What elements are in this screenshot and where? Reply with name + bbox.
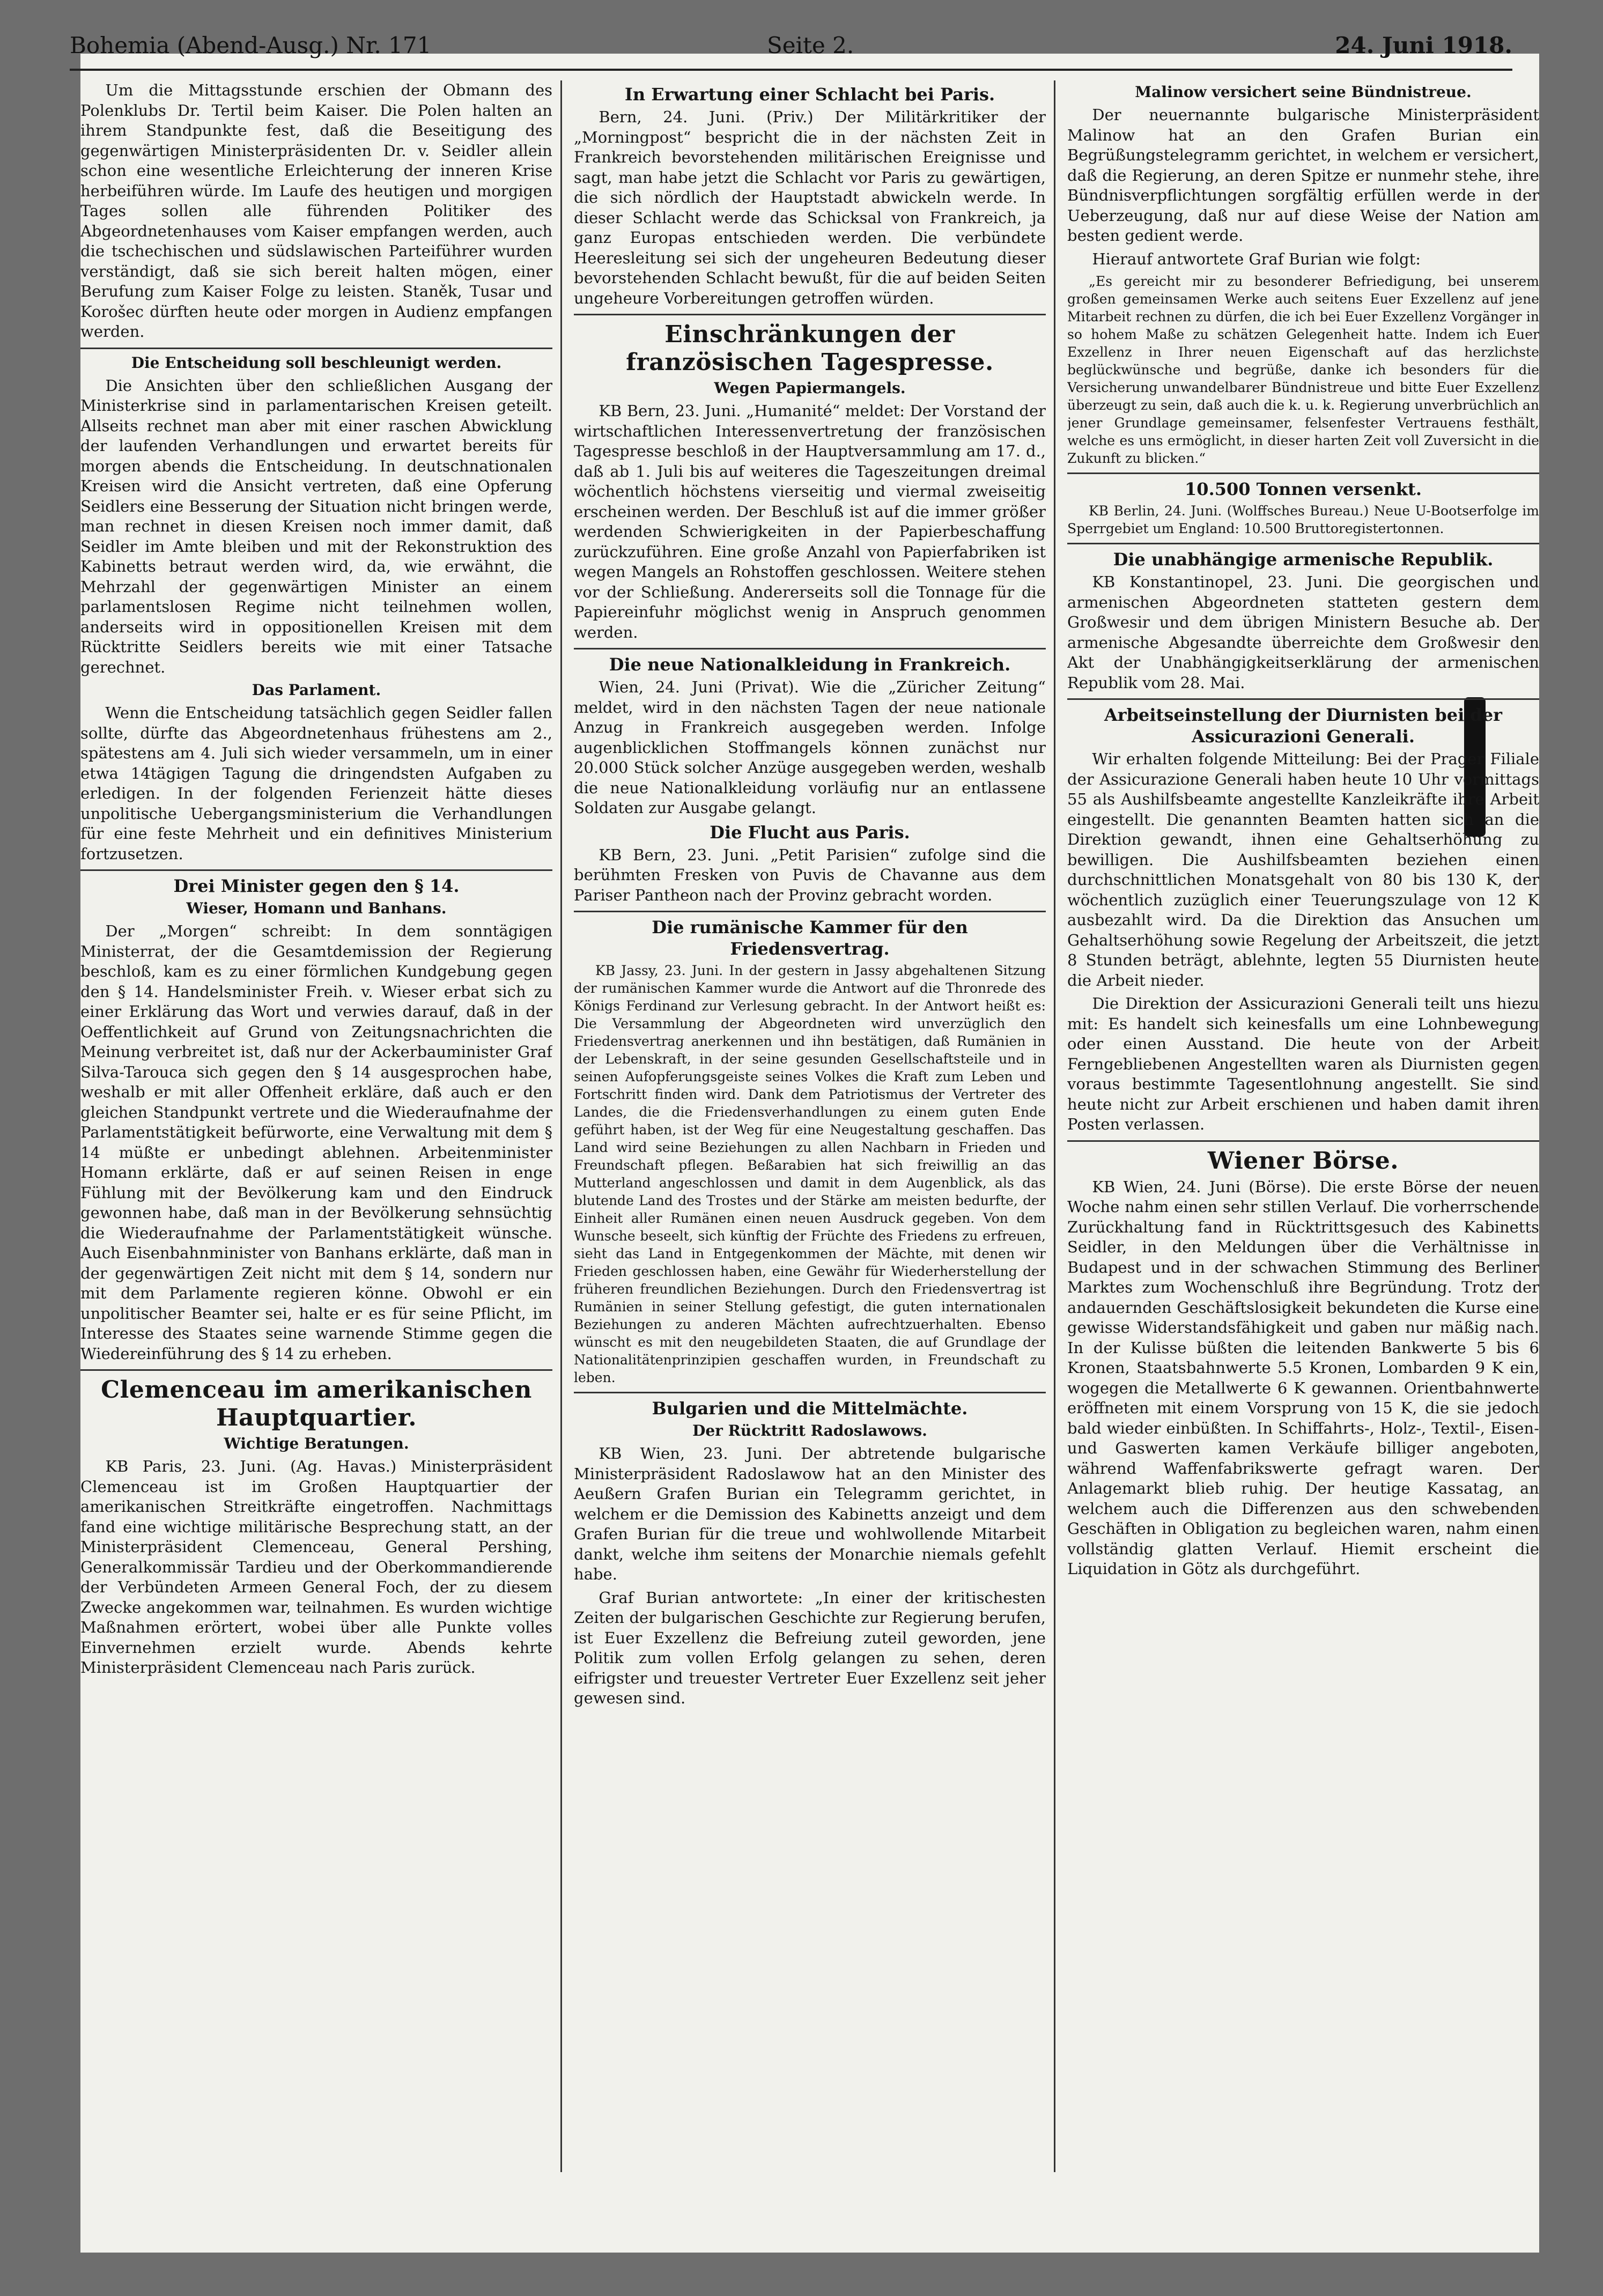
article-clemenceau-text: KB Paris, 23. Juni. (Ag. Havas.) Ministerpräsident Clemenceau ist im Großen Hauptquartier der amerikanischen Streitkräfte eingetroffen. Nachmittags fand eine wichtige militärische Besprechung statt, an der Ministerpräsident Clemenceau, General Pershing, Generalkommissär Tardieu und der Oberkommandierende der Verbündeten Armeen General Foch, der zu diesem Zwecke angekommen war, teilnahmen. Es wurden wichtige Maßnahmen erörtert, wobei über alle Punkte volles Einvernehmen erzielt wurde. Abends kehrte Ministerpräsident Clemenceau nach Paris zurück. — [80, 1457, 552, 1677]
heading-malinow: Malinow versichert seine Bündnistreue. — [1135, 83, 1472, 101]
article-malinow-text: Der neuernannte bulgarische Ministerpräsident Malinow hat an den Grafen Burian ein Begrüßungstelegramm gerichtet, in welchem er versichert, daß die Regierung, an deren Spitze er nunmehr stehe, ihre Bündnisverpflichtungen sorgfältig erfüllen werde in der Ueberzeugung, daß nur auf diese Weise der Nation am besten gedient werde. — [1067, 106, 1539, 245]
article-parlament-text: Wenn die Entscheidung tatsächlich gegen Seidler fallen sollte, dürfte das Abgeordnetenhaus frühestens am 2., spätestens am 4. Juli sich wieder versammeln, um in einer etwa 14tägigen Tagung die dringendsten Aufgaben zu erledigen. In der folgenden Ferienzeit hätte dieses unpolitische Uebergangsministerium die Verhandlungen für eine feste Mehrheit und ein definitives Ministerium fortzusetzen. — [80, 704, 552, 863]
heading-nationalkleidung: Die neue Nationalkleidung in Frankreich. — [609, 654, 1011, 675]
article-tertil-text: Um die Mittagsstunde erschien der Obmann des Polenklubs Dr. Tertil beim Kaiser. Die Polen halten an ihrem Standpunkte fest, daß die Beseitigung des gegenwärtigen Ministerpräsidenten Dr. v. Seidler allein schon eine wesentliche Erleichterung der inneren Krise herbeiführen würde. Im Laufe des heutigen und morgigen Tages sollen alle führenden Politiker des Abgeordnetenhauses vom Kaiser empfangen werden, auch die tschechischen und südslawischen Parteiführer wurden verständigt, daß sie sich bereit halten mögen, einer Berufung zum Kaiser Folge zu leisten. Staněk, Tusar und Korošec dürften heute oder morgen in Audienz empfangen werden. — [80, 81, 552, 341]
heading-schlacht-paris: In Erwartung einer Schlacht bei Paris. — [624, 84, 995, 105]
heading-entscheidung: Die Entscheidung soll beschleunigt werden. — [131, 353, 502, 372]
column-1 — [80, 80, 552, 2172]
heading-tonnen-versenkt: 10.500 Tonnen versenkt. — [1185, 479, 1422, 499]
article-drei-minister-text: Der „Morgen“ schreibt: In dem sonntägigen Ministerrat, der die Gesamtdemission der Regierung beschloß, kam es zu einer förmlichen Kundgebung gegen den § 14. Handelsminister Freih. v. Wieser erbat sich zu einer Erklärung das Wort und verwies darauf, daß in der Oeffentlichkeit auf Grund von Zeitungsnachrichten die Meinung verbreitet ist, daß nur der Ackerbauminister Graf Silva-Tarouca sich gegen den § 14 ausgesprochen habe, weshalb er mit aller Offenheit erkläre, daß auch er den gleichen Standpunkt vertrete und die Wiederaufnahme der Parlamentstätigkeit befürworte, eine Verwaltung mit dem § 14 müßte er unbedingt ablehnen. Arbeitenminister Homann erklärte, daß er auf seinen Reisen in enge Fühlung mit der Bevölkerung kam und den Eindruck gewonnen habe, daß man in der Bevölkerung sehnsüchtig die Wiederaufnahme der Parlamentstätigkeit wünsche. Auch Eisenbahnminister von Banhans erklärte, daß man in der gegenwärtigen Zeit nicht mit dem § 14, sondern nur mit dem Parlamente regieren könne. Obwohl er ein unpolitischer Beamter sei, halte er es für seine Pflicht, im Interesse des Staates seine warnende Stimme gegen die Wiedereinführung des § 14 zu erheben. — [80, 922, 552, 1363]
article-tonnen-text: KB Berlin, 24. Juni. (Wolffsches Bureau.) Neue U-Bootserfolge im Sperrgebiet um England: 10.500 Bruttoregistertonnen. — [1067, 503, 1539, 536]
heading-bulgarien: Bulgarien und die Mittelmächte. — [652, 1398, 968, 1419]
heading-drei-minister: Drei Minister gegen den § 14. — [173, 876, 460, 896]
article-bulgarien-text-2: Graf Burian antwortete: „In einer der kritischesten Zeiten der bulgarischen Geschichte zur Regierung berufen, ist Euer Exzellenz die Befreiung zuteil geworden, jene Politik zum vollen Erfolg gelangen zu sehen, deren eifrigster und treuester Vertreter Euer Exzellenz seit jeher gewesen sind. — [574, 1588, 1046, 1707]
masthead-rule — [70, 69, 1512, 71]
column-2 — [574, 80, 1046, 2172]
article-entscheidung-text: Die Ansichten über den schließlichen Ausgang der Ministerkrise sind in parlamentarischen Kreisen geteilt. Allseits rechnet man aber mit einer raschen Abwicklung der laufenden Verhandlungen und erwartet bereits für morgen abends die Entscheidung. In deutschnationalen Kreisen wird die Ansicht vertreten, daß eine Opferung Seidlers eine Besserung der Situation nicht bringen werde, man rechnet in diesen Kreisen noch immer damit, daß Seidler im Amte bleiben und mit der Rekonstruktion des Kabinetts betraut werden wird, da, wie erwähnt, die Mehrzahl der gegenwärtigen Minister an einem parlamentslosen Regime nicht teilnehmen wollen, anderseits wird in oppositionellen Kreisen mit dem Rücktritte Seidlers bereits wie mit einer Tatsache gerechnet. — [80, 376, 552, 676]
subheading-bulgarien: Der Rücktritt Radoslawows. — [692, 1422, 927, 1439]
article-tagespresse-text: KB Bern, 23. Juni. „Humanité“ meldet: Der Vorstand der wirtschaftlichen Interessenvertretung der französischen Tagespresse beschloß in der Hauptversammlung am 17. d., daß ab 1. Juli bis auf weiteres die Tageszeitungen dreimal wöchentlich höchstens vierseitig und viermal zweiseitig erscheinen werden. Der Beschluß ist auf die immer größer werdenden Schwierigkeiten in der Papierbeschaffung zurückzuführen. Eine große Anzahl von Papierfabriken ist wegen Mangels an Rohstoffen geschlossen. Weitere stehen vor der Schließung. Andererseits soll die Tonnage für die Papiereinfuhr möglichst wenig in Anspruch genommen werden. — [574, 402, 1046, 641]
column-rule-1 — [560, 80, 562, 2172]
separator — [1067, 473, 1539, 474]
subheading-clemenceau: Wichtige Beratungen. — [224, 1435, 409, 1452]
heading-rumaenische-kammer: Die rumänische Kammer für den Friedensvertrag. — [652, 917, 968, 959]
separator — [574, 1392, 1046, 1393]
article-rumaenische-kammer-text: KB Jassy, 23. Juni. In der gestern in Jassy abgehaltenen Sitzung der rumänischen Kammer wurde die Antwort auf die Thronrede des Königs Ferdinand zur Verlesung gebracht. In der Antwort heißt es: Die Versammlung der Abgeordneten wird unverzüglich den Friedensvertrag anerkennen und ihn bestätigen, daß Rumänien in der Lebenskraft, in der seine gesunden Gesellschaftsteile und in seinen Aufopferungsgeiste seines Volkes die Kraft zum Leben und Fortschritt finden wird. Dank dem Patriotismus der Vertreter des Landes, die die Friedensverhandlungen zu einem guten Ende geführt haben, ist der Weg für eine Neugestaltung geschaffen. Das Land wird seine Beziehungen zu allen Nachbarn in Frieden und Freundschaft pflegen. Beßarabien hat sich freiwillig an das Mutterland angeschlossen und damit in dem Augenblick, als das blutende Land des Trostes und der Stärke am meisten bedurfte, der Einheit aller Rumänen einen neuen Ausdruck gegeben. Von dem Wunsche beseelt, sich künftig der Früchte des Friedens zu erfreuen, sieht das Land in Entgegenkommen der Mächte, mit denen wir Frieden geschlossen haben, eine Gewähr für Wiederherstellung der früheren freundlichen Beziehungen. Durch den Friedensvertrag ist Rumänien in seiner Stellung gefestigt, die guten internationalen Beziehungen zu anderen Mächten aufrechtzuerhalten. Ebenso wünscht es mit den neugebildeten Staaten, die auf Grundlage der Nationalitätenprinzipien geschaffen wurden, in Freundschaft zu leben. — [574, 963, 1046, 1385]
heading-tagespresse: Einschränkungen der französischen Tagespresse. — [626, 321, 994, 376]
separator — [1067, 698, 1539, 700]
subheading-tagespresse: Wegen Papiermangels. — [714, 379, 906, 397]
article-boerse-text: KB Wien, 24. Juni (Börse). Die erste Börse der neuen Woche nahm einen sehr stillen Verlauf. Die vorherrschende Zurückhaltung fand in Rücktrittsgesuch des Kabinetts Seidler, in den Meldungen über die Verhältnisse in Budapest und in der schwachen Stimmung des Berliner Marktes zum Wochenschluß ihre Begründung. Trotz der andauernden Geschäftslosigkeit bekundeten die Kurse eine gewisse Widerstandsfähigkeit und gaben nur mäßig nach. In der Kulisse büßten die leitenden Bankwerte 5 bis 6 Kronen, Staatsbahnwerte 5.5 Kronen, Lombarden 9 K ein, wogegen die Metallwerte 6 K gewannen. Orientbahnwerte eröffneten mit einem Vorsprung von 15 K, die sie jedoch bald wieder einbüßten. In Schiffahrts-, Holz-, Textil-, Eisen- und Gaswerten kamen Verkäufe billiger angeboten, während Waffenfabrikswerte gefragt waren. Der Anlagemarkt blieb ruhig. Der heutige Kassatag, an welchem auch die Differenzen aus den schwebenden Geschäften in Obligation zu begleichen waren, nahm einen vollständig glatten Verlauf. Hiemit erscheint die Liquidation in Götz als durchgeführt. — [1067, 1177, 1539, 1578]
separator — [574, 314, 1046, 315]
heading-wiener-boerse: Wiener Börse. — [1207, 1147, 1399, 1175]
masthead — [70, 32, 1512, 70]
article-arbeitseinstellung-text-2: Die Direktion der Assicurazioni Generali teilt uns hiezu mit: Es handelt sich keinesfalls um eine Lohnbewegung oder einen Ausstand. Die heute von der Arbeit Ferngebliebenen Angestellten waren als Diurnisten gegen voraus bestimmte Tagesentlohnung angestellt. Sie sind heute nicht zur Arbeit erschienen und haben damit ihren Posten verlassen. — [1067, 994, 1539, 1133]
subheading-drei-minister: Wieser, Homann und Banhans. — [186, 899, 447, 917]
article-burian-quote: „Es gereicht mir zu besonderer Befriedigung, bei unserem großen gemeinsamen Werke auch seitens Euer Exzellenz auf jene Mitarbeit rechnen zu dürfen, die ich bei Euer Exzellenz Vorgänger in so hohem Maße zu schätzen Gelegenheit hatte. Indem ich Euer Exzellenz in Ihrer neuen Eigenschaft auf das herzlichste beglückwünsche und begrüße, danke ich besonders für die Versicherung unwandelbarer Bündnistreue und bitte Euer Exzellenz überzeugt zu sein, daß auch die k. u. k. Regierung unverbrüchlich an jener Grundlage gemeinsamer, felsenfester Vertrauens festhält, welche es uns ermöglicht, in dieser harten Zeit voll Zuversicht in die Zukunft zu blicken.“ — [1067, 274, 1539, 466]
article-armenische-text: KB Konstantinopel, 23. Juni. Die georgischen und armenischen Abgeordneten statteten gestern dem Großwesir und dem übrigen Ministern Besuche ab. Der armenische Abgesandte überreichte dem Großwesir den Akt der Unabhängigkeitserklärung der armenischen Republik vom 28. Mai. — [1067, 573, 1539, 692]
masthead-page-number: Seite 2. — [767, 32, 854, 58]
separator — [80, 1369, 552, 1371]
masthead-paper-title: Bohemia (Abend-Ausg.) Nr. 171 — [70, 32, 432, 58]
separator — [80, 869, 552, 871]
article-schlacht-text: Bern, 24. Juni. (Priv.) Der Militärkritiker der „Morningpost“ bespricht die in der nächsten Zeit in Frankreich bevorstehenden militärischen Ereignisse und sagt, man habe jetzt die Schlacht vor Paris zu gewärtigen, die sich nördlich der Hauptstadt abwickeln werde. In dieser Schlacht werde das Schicksal von Frankreich, ja ganz Europas entschieden werden. Die verbündete Heeresleitung sei sich der ungeheuren Bedeutung dieser bevorstehenden Schlacht bewußt, für die auf beiden Seiten ungeheure Vorbereitungen getroffen würden. — [574, 108, 1046, 307]
heading-flucht-paris: Die Flucht aus Paris. — [710, 822, 910, 843]
heading-parlament: Das Parlament. — [252, 681, 381, 699]
column-3 — [1067, 80, 1539, 2172]
article-nationalkleidung-text: Wien, 24. Juni (Privat). Wie die „Züricher Zeitung“ meldet, wird in den nächsten Tagen der neue nationale Anzug in Frankreich ausgegeben werden. Infolge augenblicklichen Stoffmangels können zunächst nur 20.000 Stück solcher Anzüge ausgegeben werden, weshalb die neue Nationalkleidung vorläufig nur an entlassene Soldaten zur Ausgabe gelangt. — [574, 678, 1046, 817]
column-rule-2 — [1054, 80, 1055, 2172]
article-bulgarien-text: KB Wien, 23. Juni. Der abtretende bulgarische Ministerpräsident Radoslawow hat an den Minister des Aeußern Grafen Burian ein Telegramm gerichtet, in welchem er die Demission des Kabinetts anzeigt und dem Grafen Burian für die treue und wohlwollende Mitarbeit dankt, welche ihm seitens der Monarchie niemals gefehlt habe. — [574, 1444, 1046, 1583]
masthead-date: 24. Juni 1918. — [1335, 32, 1512, 58]
heading-clemenceau: Clemenceau im amerikanischen Hauptquartier. — [101, 1376, 532, 1431]
article-malinow-text-2: Hierauf antwortete Graf Burian wie folgt: — [1092, 249, 1421, 268]
separator — [574, 648, 1046, 649]
article-arbeitseinstellung-text: Wir erhalten folgende Mitteilung: Bei der Prager Filiale der Assicurazione Generali haben heute 10 Uhr vormittags 55 als Aushilfsbeamte angestellte Kanzleikräfte ihre Arbeit eingestellt. Die genannten Beamten hatten sich an die Direktion gewandt, ihnen eine Gehaltserhöhung zu bewilligen. Die Aushilfsbeamten beziehen einen durchschnittlichen Monatsgehalt von 80 bis 130 K, der wöchentlich zuzüglich einer Teuerungszulage von 12 K ausbezahlt wird. Da die Direktion das Ansuchen um Gehaltserhöhung sowie Regelung der Arbeitszeit, die jetzt 8 Stunden beträgt, ablehnte, legten 55 Diurnisten heute die Arbeit nieder. — [1067, 750, 1539, 990]
article-flucht-text: KB Bern, 23. Juni. „Petit Parisien“ zufolge sind die berühmten Fresken von Puvis de Chavanne aus dem Pariser Pantheon nach der Provinz gebracht worden. — [574, 845, 1046, 904]
heading-arbeitseinstellung: Arbeitseinstellung der Diurnisten bei der Assicurazioni Generali. — [1104, 705, 1503, 747]
separator — [1067, 543, 1539, 544]
separator — [1067, 1140, 1539, 1142]
separator — [80, 348, 552, 349]
separator — [574, 911, 1046, 912]
heading-armenische-republik: Die unabhängige armenische Republik. — [1113, 549, 1494, 570]
